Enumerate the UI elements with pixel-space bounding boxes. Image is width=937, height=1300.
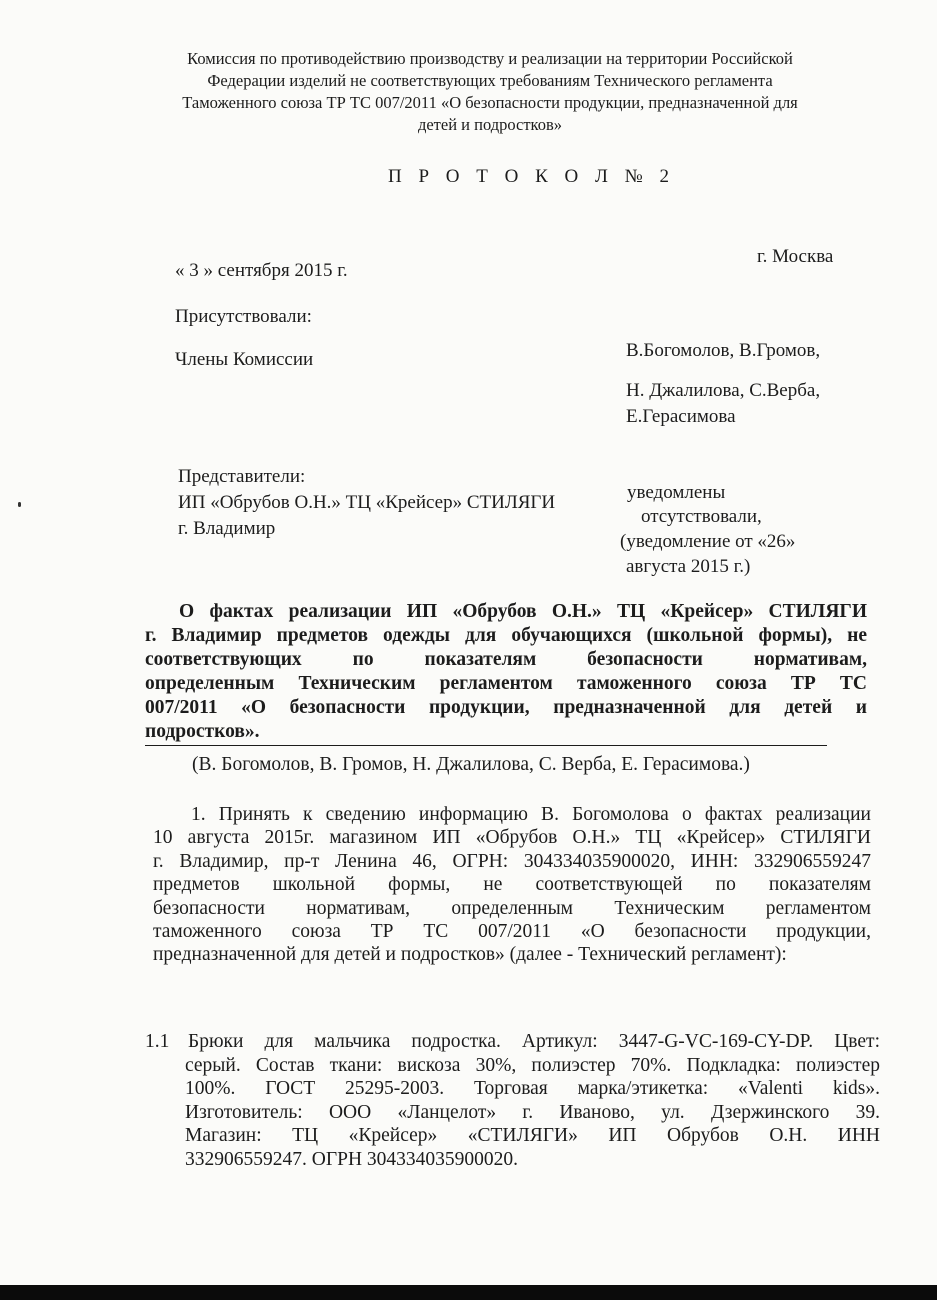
member-names-line: Е.Герасимова [626,406,736,427]
protocol-city: г. Москва [757,246,834,267]
subject-heading [145,600,867,744]
scan-speck [18,502,21,507]
header-line: детей и подростков» [417,115,563,134]
subject-line: 007/2011 «О безопасности продукции, предназначенной для детей и [145,697,867,718]
paragraph-line: предметов школьной формы, не соответствующей по показателям [153,874,871,896]
subject-line: О фактах реализации ИП «Обрубов О.Н.» ТЦ «Крейсер» СТИЛЯГИ [179,601,867,622]
paragraph-line: таможенного союза ТР ТС 007/2011 «О безопасности продукции, [153,921,871,943]
paragraph-line: 10 августа 2015г. магазином ИП «Обрубов О.Н.» ТЦ «Крейсер» СТИЛЯГИ [153,827,871,849]
subject-line: г. Владимир предметов одежды для обучающихся (школьной формы), не [145,625,867,646]
item-line: Брюки для мальчика подростка. Артикул: 3447-G-VC-169-CY-DP. Цвет: [188,1031,880,1052]
representative-status: уведомлены [627,482,726,503]
header-line: Таможенного союза ТР ТС 007/2011 «О безопасности продукции, предназначенной для [182,93,798,112]
representative-city: г. Владимир [178,518,276,539]
representatives-label: Представители: [178,466,306,487]
members-label: Члены Комиссии [175,349,314,370]
item-line: 100%. ГОСТ 25295-2003. Торговая марка/этикетка: «Valenti kids». [185,1078,880,1099]
commission-header [120,48,860,136]
item-1-1 [145,1030,880,1171]
representative-entity: ИП «Обрубов О.Н.» ТЦ «Крейсер» СТИЛЯГИ [178,492,556,513]
item-line: Магазин: ТЦ «Крейсер» «СТИЛЯГИ» ИП Обрубов О.Н. ИНН [185,1125,880,1146]
protocol-title: П Р О Т О К О Л № 2 [388,166,675,187]
speakers-line: (В. Богомолов, В. Громов, Н. Джалилова, С. Верба, Е. Герасимова.) [192,754,750,775]
subject-line: соответствующих по показателям безопасности нормативам, [145,649,867,670]
representative-status: отсутствовали, [641,506,762,527]
item-line: серый. Состав ткани: вискоза 30%, полиэстер 70%. Подкладка: полиэстер [185,1054,880,1076]
subject-line: подростков». [145,721,260,742]
subject-line: определенным Техническим регламентом таможенного союза ТР ТС [145,673,867,694]
subject-underline [145,745,827,746]
paragraph-line: предназначенной для детей и подростков» (далее - Технический регламент): [153,944,787,966]
representative-status: (уведомление от «26» [620,531,796,552]
paragraph-line: г. Владимир, пр-т Ленина 46, ОГРН: 304334035900020, ИНН: 332906559247 [153,850,871,872]
representative-status: августа 2015 г.) [626,556,751,577]
item-line: Изготовитель: ООО «Ланцелот» г. Иваново, ул. Дзержинского 39. [185,1101,880,1123]
paragraph-line: 1. Принять к сведению информацию В. Богомолова о фактах реализации [191,804,871,825]
member-names-line: Н. Джалилова, С.Верба, [626,380,821,401]
header-line: Федерации изделий не соответствующих требованиям Технического регламента [207,71,773,90]
header-line: Комиссия по противодействию производству и реализации на территории Российской [187,49,793,68]
item-number: 1.1 [145,1031,170,1052]
scan-edge-bar [0,1285,937,1300]
protocol-date: « 3 » сентября 2015 г. [175,260,348,281]
present-label: Присутствовали: [175,306,312,327]
item-line: 332906559247. ОГРН 304334035900020. [185,1148,519,1170]
member-names-line: В.Богомолов, В.Громов, [626,340,821,361]
paragraph-line: безопасности нормативам, определенным Техническим регламентом [153,897,871,919]
decision-paragraph-1 [153,803,871,967]
